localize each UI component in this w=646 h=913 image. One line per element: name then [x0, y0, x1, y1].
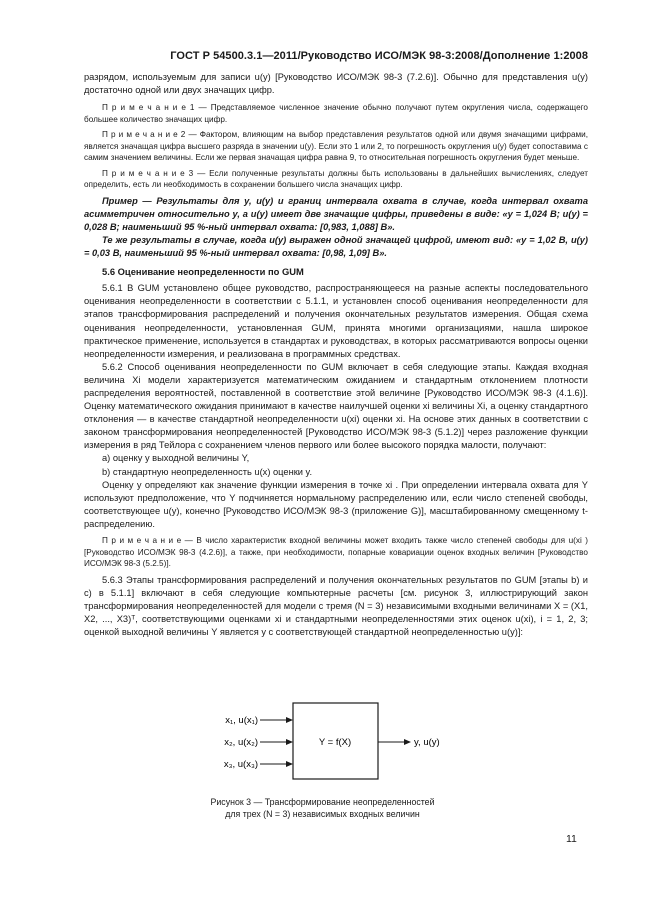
- caption-line-1: Рисунок 3 — Трансформирование неопределенностей: [210, 797, 435, 807]
- input-label-2: x₂, u(x₂): [224, 737, 258, 748]
- paragraph-5-6-1: 5.6.1 В GUM установлено общее руководство, распространяющееся на разные аспекты последовательного оценивания неопределенности в соответствии с 5.1.1, и установлен способ оценивания неопределенности для этапов трансформирования распределений и получения окончательных результатов измерения. Общая схема оценивания неопределенности, установленная GUM, принята многими организациями, нашла широкое практическое применение, используется в стандартах и руководствах, в которых рассматриваются вопросы оценки неопределенности измерения, и реализована в программных средствах.: [84, 283, 588, 359]
- paragraph-estimate: Оценку y определяют как значение функции измерения в точке xi . При определении интервала охвата для Y используют предположение, что Y подчиняется нормальному распределению или, если число степеней свободы, соответствующее u(y), конечно [Руководство ИСО/МЭК 98-3 (приложение G)], масштабированному смещенному t-распределению.: [84, 479, 588, 529]
- paragraph-5-6-2: 5.6.2 Способ оценивания неопределенности по GUM включает в себя следующие этапы. Каждая входная величина Xi модели характеризуется математическим ожиданием и стандартным отклонением плотности распределения вероятностей, поставленной в соответствие этой величине [Руководство ИСО/МЭК 98-3 (4.1.6)]. Оценку математического ожидания принимают в качестве наилучшей оценки xi величины Xi, а оценку стандартного отклонения — в качестве стандартной неопределенности u(xi) оценки xi. На основе этих данных в соответствии с законом трансформирования неопределенностей [Руководство ИСО/МЭК 98-3 (5.1.2)] через разложение функции измерения в ряд Тейлора с сохранением членов первого или более высокого порядка малости, получают:: [84, 361, 588, 451]
- figure-3-caption: [150, 796, 495, 820]
- example-1: Пример — Результаты для y, u(y) и границ интервала охвата в случае, когда интервал охвата асимметричен относительно y, а u(y) имеет две значащие цифры, приведены в виде: «y = 1,024 B; u(y) = 0,028 B; наименьший 95 %-ный интервал охвата: [0,983, 1,088] B».: [84, 195, 588, 232]
- list-item-b: b) стандартную неопределенность u(x) оценки y.: [102, 466, 313, 477]
- note-3: П р и м е ч а н и е 3 — Если полученные результаты должны быть использованы в дальнейших вычислениях, следует определить, есть ли необходимость в сохранении большего числа значащих цифр.: [84, 168, 588, 190]
- input-label-1: x₁, u(x₁): [225, 715, 258, 726]
- note-2: П р и м е ч а н и е 2 — Фактором, влияющим на выбор представления результатов одной или двумя значащими цифрами, является значащая цифра высшего разряда в значении u(y). Если это 1 или 2, то погрешность округления u(y) будет сопоставима с самим значением величины. Если же первая значащая цифра равна 9, то относительная погрешность округления будет меньше.: [84, 130, 588, 163]
- caption-line-2: для трех (N = 3) независимых входных величин: [225, 809, 420, 819]
- document-header: ГОСТ Р 54500.3.1—2011/Руководство ИСО/МЭК 98-3:2008/Дополнение 1:2008: [170, 50, 588, 62]
- note-1: П р и м е ч а н и е 1 — Представляемое численное значение обычно получают путем округления числа, содержащего большее количество значащих цифр.: [84, 103, 588, 124]
- example-2: Те же результаты в случае, когда u(y) выражен одной значащей цифрой, имеют вид: «y = 1,02 B, u(y) = 0,03 B, наименьший 95 %-ный интервал охвата: [0,98, 1,09] B».: [84, 234, 588, 259]
- document-body: [84, 71, 588, 639]
- paragraph-5-6-3: 5.6.3 Этапы трансформирования распределений и получения окончательных результатов по GUM [этапы b) и c) в 5.1.1] включают в себя следующие компьютерные расчеты [см. рисунок 3, иллюстрирующий закон трансформирования неопределенностей для модели с тремя (N = 3) независимыми входными величинами X = (X1, X2, ..., X3)ᵀ, соответствующими оценками xi и стандартными неопределенностями этих оценок u(xi), i = 1, 2, 3; оценкой выходной величины Y является y с соответствующей стандартной неопределенностью u(y)]:: [84, 574, 588, 637]
- input-label-3: x₃, u(x₃): [223, 759, 258, 770]
- section-heading-5-6: 5.6 Оценивание неопределенности по GUM: [102, 266, 304, 278]
- figure-3-diagram: [200, 695, 490, 780]
- page-number: 11: [566, 833, 577, 845]
- output-label: y, u(y): [414, 737, 440, 748]
- list-item-a: a) оценку y выходной величины Y,: [102, 453, 250, 464]
- function-label: Y = f(X): [318, 737, 352, 748]
- note-4: П р и м е ч а н и е — В число характеристик входной величины может входить также число степеней свободы для u(xi ) [Руководство ИСО/МЭК 98-3 (4.2.6)], а также, при необходимости, попарные ковариации оценок входных величин [Руководство ИСО/МЭК 98-3 (5.2.5)].: [84, 536, 588, 569]
- paragraph-continuation: разрядом, используемым для записи u(y) [Руководство ИСО/МЭК 98-3 (7.2.6)]. Обычно для представления u(y) достаточно одной или двух значащих цифр.: [84, 72, 588, 96]
